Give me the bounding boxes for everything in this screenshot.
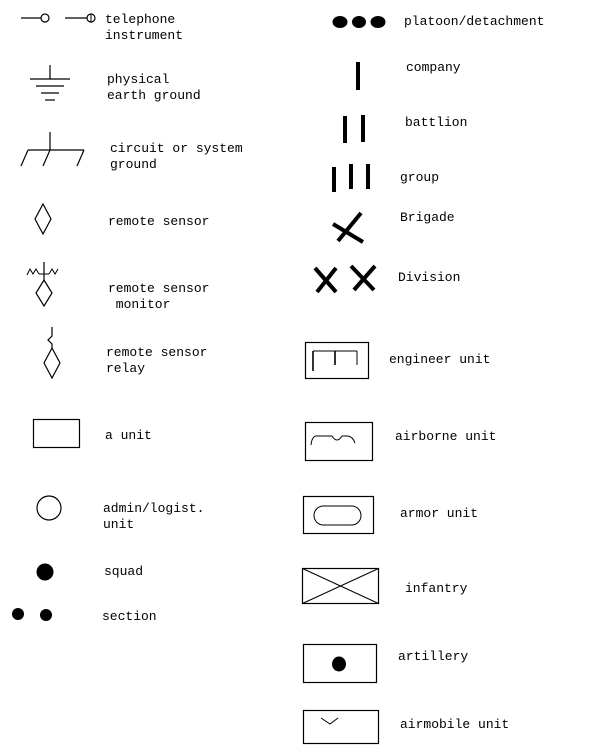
division-xx-icon	[312, 262, 380, 296]
admin-circle-icon	[34, 494, 64, 522]
brigade-x-icon	[330, 210, 368, 246]
remote-sensor-relay-icon	[38, 326, 64, 380]
admin-logist-label: admin/logist. unit	[103, 501, 205, 532]
squad-dot-icon	[35, 562, 55, 582]
section-label: section	[102, 609, 157, 624]
company-bar-icon	[350, 58, 366, 94]
telephone-icon	[15, 8, 100, 28]
squad-label: squad	[104, 564, 144, 579]
infantry-label: infantry	[405, 581, 468, 596]
earth-ground-label: physical earth ground	[107, 72, 201, 103]
earth-ground-icon	[28, 65, 74, 103]
platoon-dots-icon	[330, 12, 388, 32]
platoon-label: platoon/detachment	[404, 14, 545, 29]
group-label: group	[400, 170, 440, 185]
division-label: Division	[398, 270, 461, 285]
engineer-label: engineer unit	[389, 352, 491, 367]
infantry-unit-icon	[301, 567, 381, 607]
sensor-relay-label: remote sensor relay	[106, 345, 208, 376]
airborne-unit-icon	[304, 421, 376, 463]
company-label: company	[406, 60, 461, 75]
sensor-monitor-label: remote sensor monitor	[108, 281, 210, 312]
engineer-unit-icon	[304, 341, 372, 381]
airborne-label: airborne unit	[395, 429, 497, 444]
telephone-label: telephone instrument	[105, 12, 184, 43]
unit-label: a unit	[105, 428, 152, 443]
airmobile-unit-icon	[302, 709, 382, 747]
remote-sensor-monitor-icon	[26, 258, 62, 308]
group-bars-icon	[326, 162, 376, 194]
armor-unit-icon	[302, 495, 378, 537]
unit-rectangle-icon	[32, 418, 82, 450]
artillery-label: artillery	[398, 649, 469, 664]
section-dots-icon	[8, 605, 56, 625]
circuit-ground-label: circuit or system ground	[110, 141, 243, 172]
circuit-ground-icon	[18, 132, 88, 170]
remote-sensor-icon	[32, 203, 54, 235]
artillery-unit-icon	[302, 643, 380, 685]
remote-sensor-label: remote sensor	[108, 214, 210, 229]
brigade-label: Brigade	[400, 210, 455, 225]
battalion-label: battlion	[405, 115, 468, 130]
airmobile-label: airmobile unit	[400, 717, 510, 732]
battalion-bars-icon	[336, 112, 372, 146]
armor-label: armor unit	[400, 506, 479, 521]
